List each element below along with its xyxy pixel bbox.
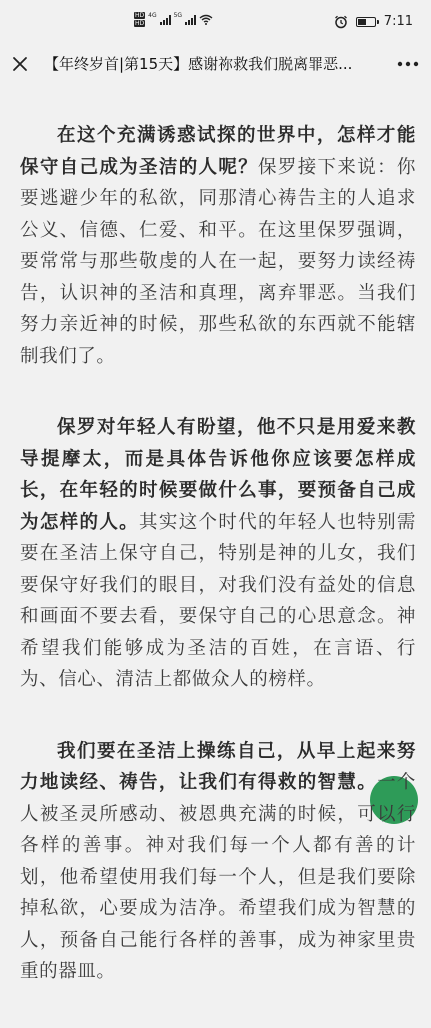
paragraph-2-emphasis: 保罗对年轻人有盼望，他不只是用爱来教导提摩太，而是具体告诉他你应该要怎样成长，在年轻的时候要做什么事，要预备自己成为怎样的人。 <box>20 417 416 533</box>
page-title: 【年终岁首|第15天】感谢祢救我们脱离罪恶... <box>44 55 353 73</box>
close-icon <box>12 56 28 72</box>
hd-badge-2: HD <box>135 20 145 27</box>
article-paragraph-1 <box>20 120 416 372</box>
alarm-icon <box>334 15 348 29</box>
clock: 7:11 <box>383 14 413 29</box>
wifi-icon <box>199 14 213 25</box>
title-bar <box>0 44 431 84</box>
more-icon <box>397 61 419 67</box>
status-bar-right <box>334 14 413 29</box>
hd-indicators <box>134 12 145 27</box>
battery-icon <box>356 17 376 27</box>
close-button[interactable] <box>6 50 34 78</box>
paragraph-1-emphasis: 在这个充满诱惑试探的世界中，怎样才能保守自己成为圣洁的人呢？ <box>20 125 416 178</box>
status-bar <box>0 0 431 44</box>
paragraph-1-text: 保罗接下来说：你要逃避少年的私欲，同那清心祷告主的人追求公义、信德、仁爱、和平。在这里保罗强调，要常常与那些敬虔的人在一起，要努力读经祷告，认识神的圣洁和真理，离弃罪恶。当我们努力亲近神的时候，那些私欲的东西就不能辖制我们了。 <box>20 156 416 367</box>
article-paragraph-3 <box>20 736 416 988</box>
signal-icon <box>160 15 171 25</box>
signal-icon-2 <box>185 15 196 25</box>
hd-badge-1: HD <box>135 12 145 19</box>
paragraph-3-emphasis: 我们要在圣洁上操练自己，从早上起来努力地读经、祷告，让我们有得救的智慧。 <box>20 740 416 793</box>
status-bar-left <box>134 12 213 27</box>
battery-fill <box>358 19 366 25</box>
network-type-1: 4G <box>148 12 157 19</box>
network-type-2: 5G <box>173 12 183 19</box>
paragraph-3-text: 一个人被圣灵所感动、被恩典充满的时候，可以行各样的善事。神对我们每一个人都有善的计划，他希望使用我们每一个人，但是我们要除掉私欲，心要成为洁净。希望我们成为智慧的人，预备自己能行各样的善事，成为神家里贵重的器皿。 <box>20 772 416 982</box>
paragraph-2-text: 其实这个时代的年轻人也特别需要在圣洁上保守自己，特别是神的儿女，我们要保守好我们的眼目，对我们没有益处的信息和画面不要去看，要保守自己的心思意念。神希望我们能够成为圣洁的百姓，在言语、行为、信心、清洁上都做众人的榜样。 <box>20 511 417 690</box>
article-body <box>20 120 416 1028</box>
more-button[interactable] <box>393 50 423 78</box>
article-paragraph-2 <box>20 412 416 696</box>
